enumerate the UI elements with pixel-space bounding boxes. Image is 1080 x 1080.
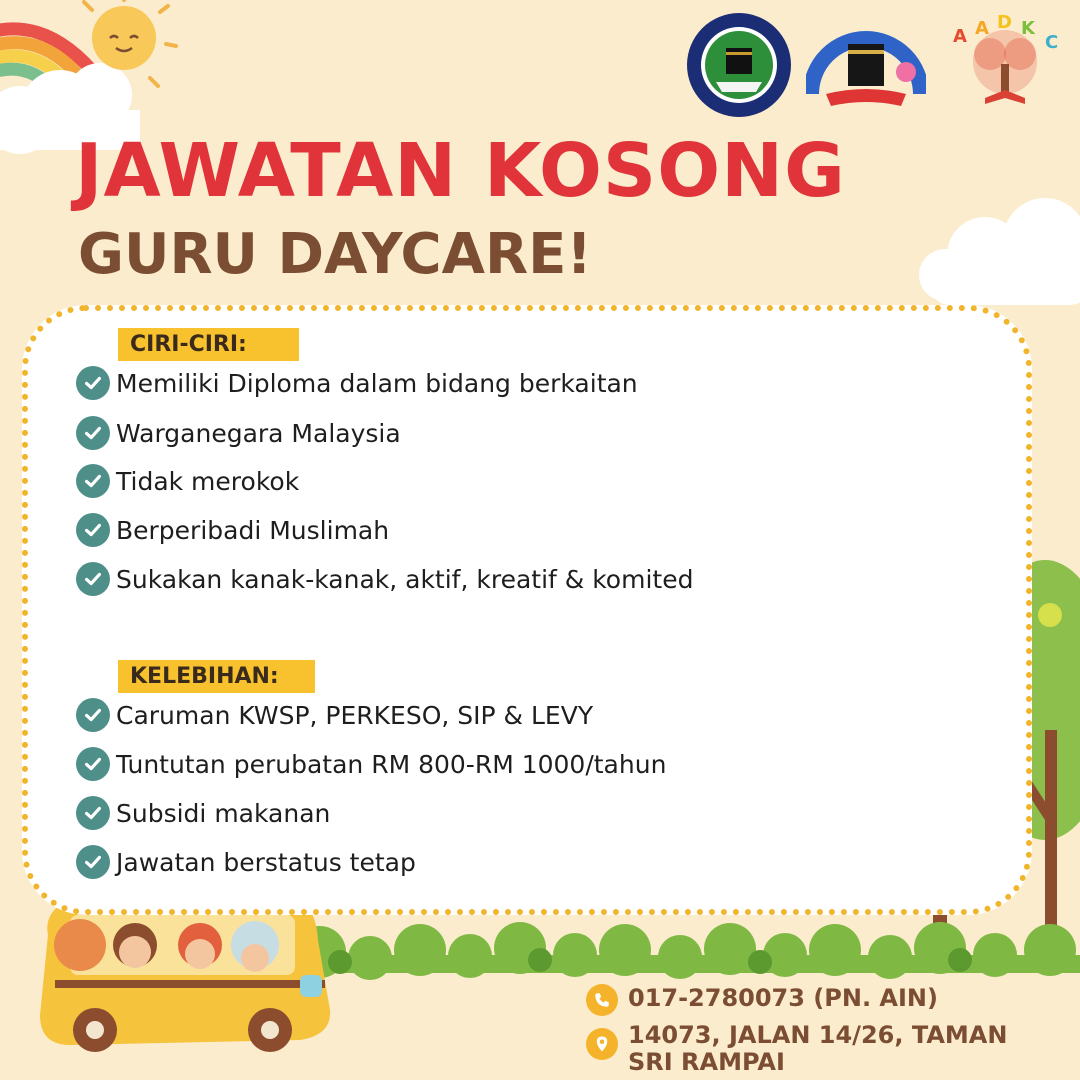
svg-text:A: A	[953, 26, 967, 47]
contact-address	[586, 1022, 1007, 1076]
list-item-text: Warganegara Malaysia	[116, 418, 401, 448]
check-icon	[76, 416, 110, 450]
svg-text:A: A	[975, 18, 989, 39]
list-item	[76, 562, 693, 596]
phone-text: 017-2780073 (PN. AIN)	[628, 984, 938, 1012]
list-item	[76, 845, 416, 879]
logo-al-amin-early-childhood-centre	[806, 14, 926, 114]
list-item-text: Memiliki Diploma dalam bidang berkaitan	[116, 368, 638, 398]
list-item	[76, 464, 299, 498]
logo-al-amin-daycare-kids-centre	[945, 14, 1065, 120]
page-subtitle: GURU DAYCARE!	[78, 222, 592, 287]
list-item-text: Berperibadi Muslimah	[116, 515, 390, 545]
list-item-text: Caruman KWSP, PERKESO, SIP & LEVY	[116, 700, 594, 730]
check-icon	[76, 513, 110, 547]
section-label-criteria: CIRI-CIRI:	[118, 328, 299, 361]
list-item-text: Tuntutan perubatan RM 800-RM 1000/tahun	[116, 749, 667, 779]
check-icon	[76, 366, 110, 400]
list-item	[76, 366, 638, 400]
address-line-2: SRI RAMPAI	[628, 1048, 785, 1076]
list-item	[76, 698, 593, 732]
location-pin-icon	[586, 1028, 618, 1060]
check-icon	[76, 845, 110, 879]
list-item-text: Sukakan kanak-kanak, aktif, kreatif & komited	[116, 564, 694, 594]
page-title: JAWATAN KOSONG	[75, 128, 846, 214]
list-item	[76, 796, 330, 830]
svg-text:K: K	[1021, 18, 1035, 39]
list-item-text: Subsidi makanan	[116, 798, 331, 828]
list-item	[76, 416, 401, 450]
address-text	[628, 1022, 1007, 1076]
list-item	[76, 513, 389, 547]
check-icon	[76, 747, 110, 781]
svg-text:D: D	[997, 14, 1012, 33]
list-item-text: Tidak merokok	[116, 466, 300, 496]
svg-text:C: C	[1045, 32, 1059, 53]
check-icon	[76, 796, 110, 830]
address-line-1: 14073, JALAN 14/26, TAMAN	[628, 1021, 1008, 1049]
check-icon	[76, 464, 110, 498]
list-item	[76, 747, 666, 781]
list-item-text: Jawatan berstatus tetap	[116, 847, 416, 877]
check-icon	[76, 698, 110, 732]
section-label-benefits: KELEBIHAN:	[118, 660, 315, 693]
logo-sekolah-rendah-islam-al-amin	[686, 12, 792, 118]
cloud-right	[919, 198, 1080, 305]
contact-phone	[586, 984, 938, 1016]
phone-icon	[586, 984, 618, 1016]
check-icon	[76, 562, 110, 596]
